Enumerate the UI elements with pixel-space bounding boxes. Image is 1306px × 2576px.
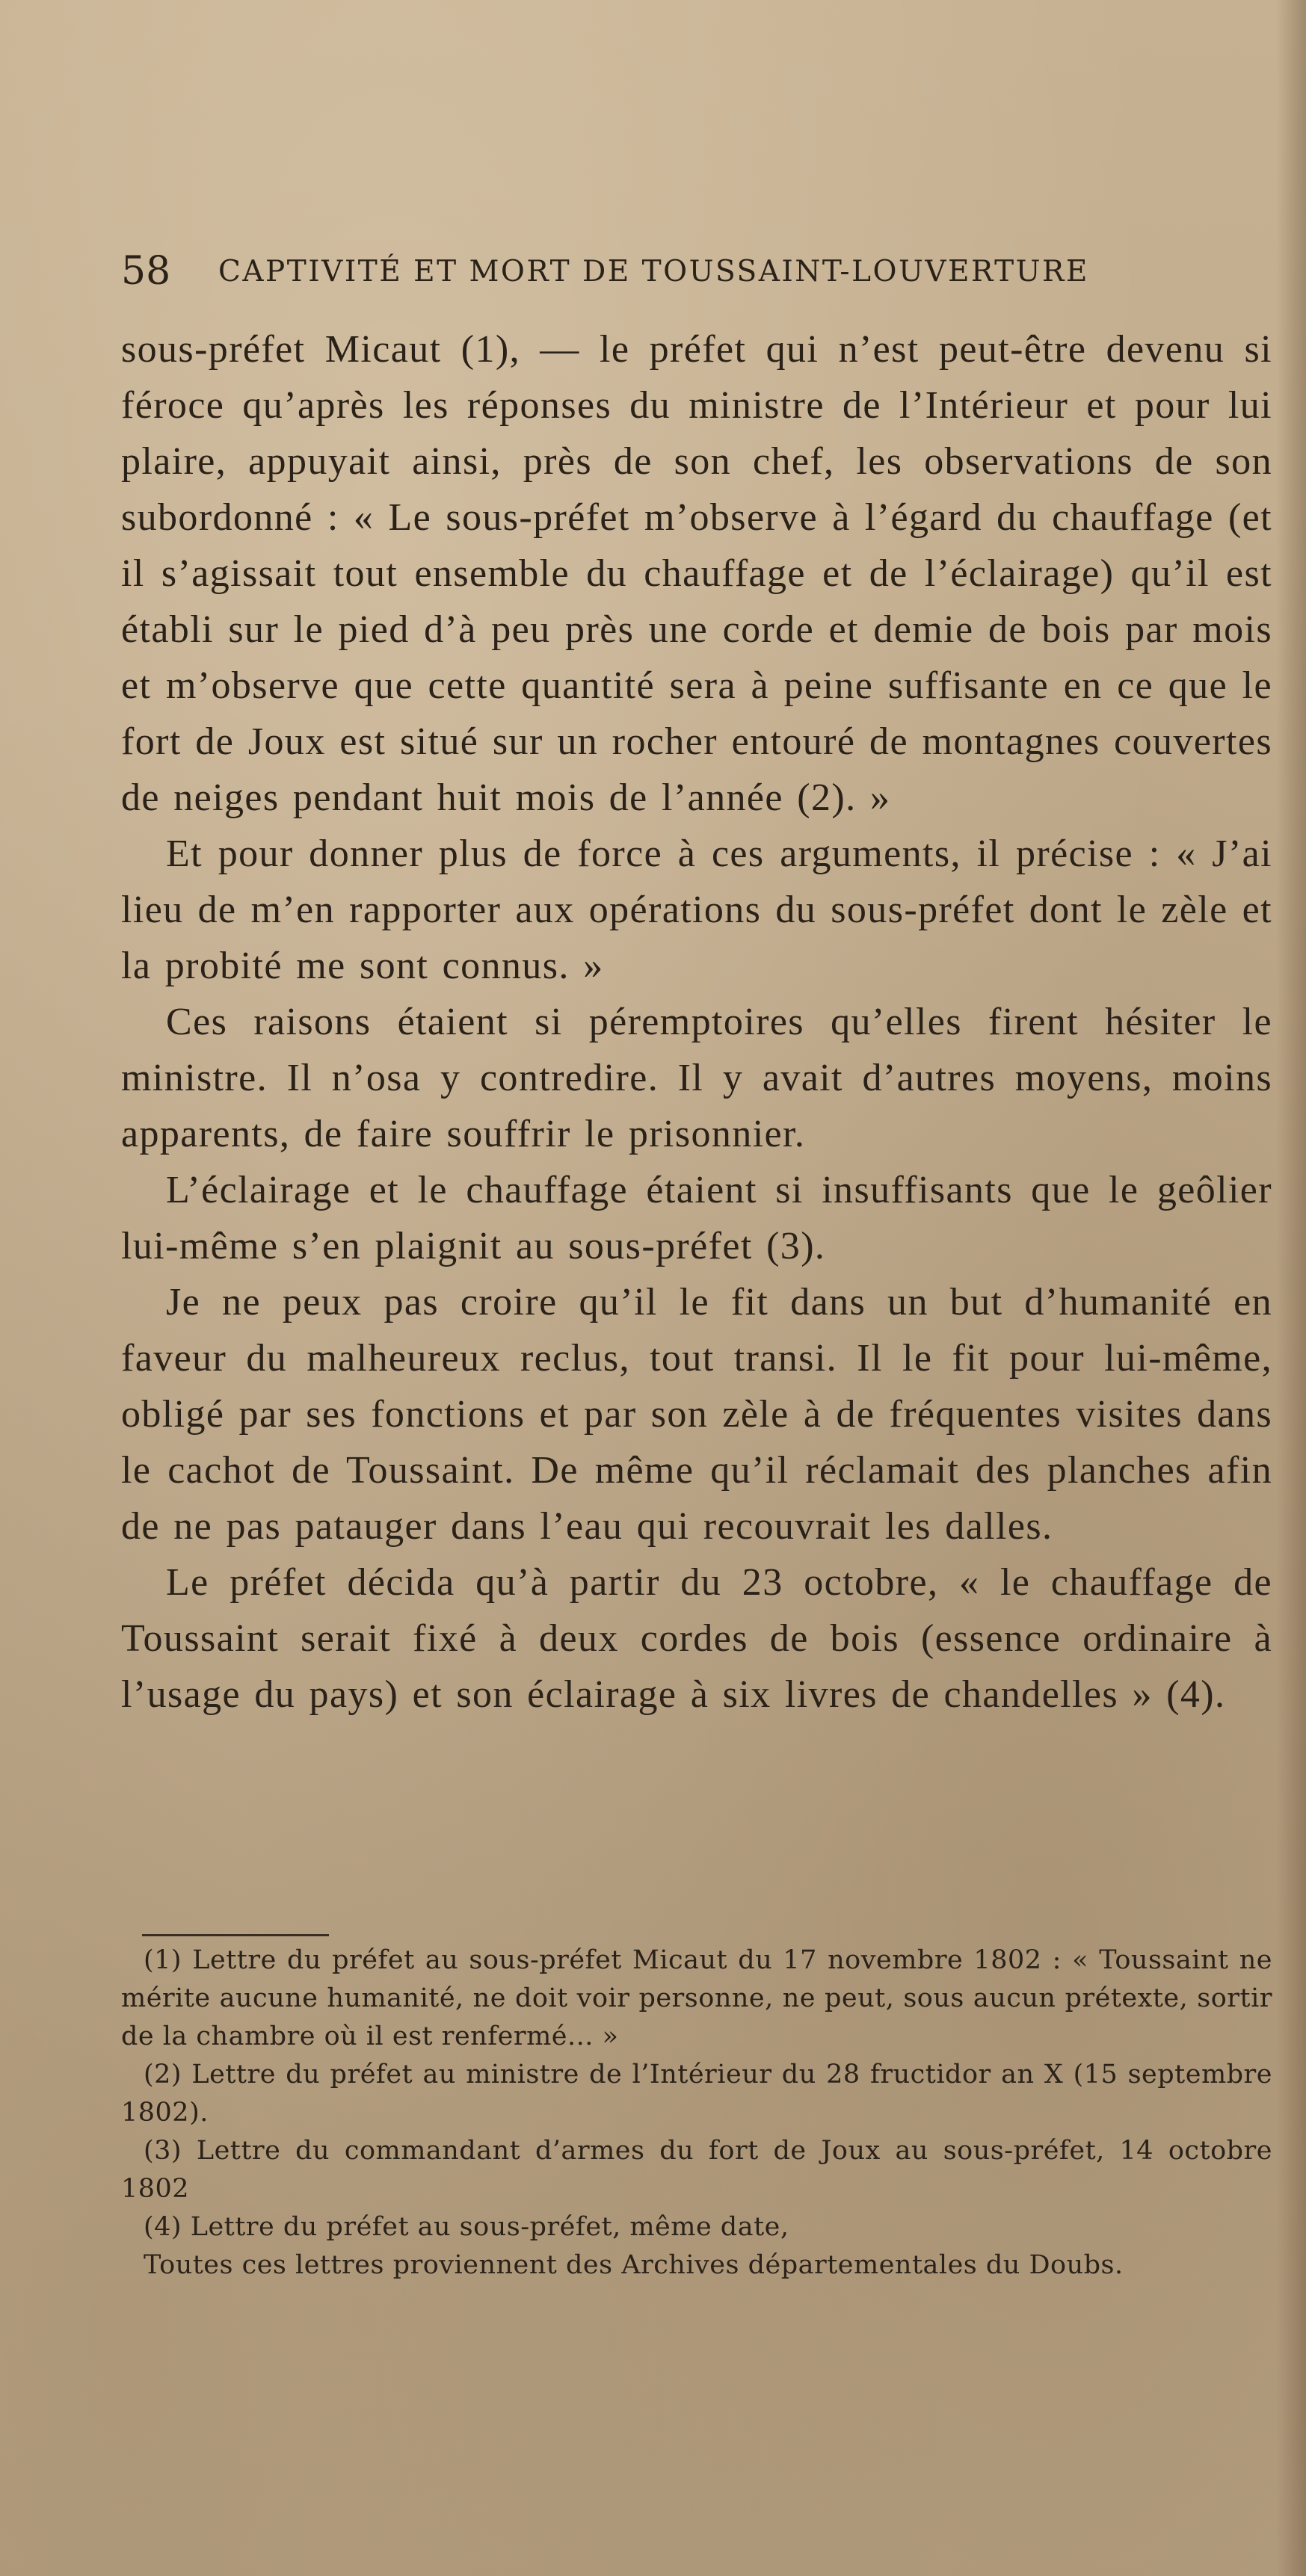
- footnote-3: (3) Lettre du commandant d’armes du fort de Joux au sous-préfet, 14 octobre 1802: [121, 2136, 1272, 2204]
- footnote-1: (1) Lettre du préfet au sous-préfet Micaut du 17 novembre 1802 : « Toussaint ne mérite aucune humanité, ne doit voir personne, ne peut, sous aucun prétexte, sortir de la chambre où il est renfermé... »: [121, 1945, 1272, 2051]
- running-title: CAPTIVITÉ ET MORT DE TOUSSAINT-LOUVERTURE: [218, 255, 1089, 288]
- footnotes: [121, 1942, 1272, 2285]
- page-edge-shadow: [1276, 0, 1306, 2576]
- paragraph-6: Le préfet décida qu’à partir du 23 octobre, « le chauffage de Toussaint serait fixé à deux cordes de bois (essence ordinaire à l’usage du pays) et son éclairage à six livres de chandelles » (4).: [121, 1561, 1272, 1716]
- paragraph-5: Je ne peux pas croire qu’il le fit dans un but d’humanité en faveur du malheureux reclus, tout transi. Il le fit pour lui-même, obligé par ses fonctions et par son zèle à de fréquentes visites dans le cachot de Toussaint. De même qu’il réclamait des planches afin de ne pas patauger dans l’eau qui recouvrait les dalles.: [121, 1281, 1272, 1548]
- footnote-4: (4) Lettre du préfet au sous-préfet, même date,: [144, 2212, 789, 2242]
- paragraph-3: Ces raisons étaient si péremptoires qu’elles firent hésiter le ministre. Il n’osa y contredire. Il y avait d’autres moyens, moins apparents, de faire souffrir le prisonnier.: [121, 1001, 1272, 1155]
- paragraph-1: sous-préfet Micaut (1), — le préfet qui n’est peut-être devenu si féroce qu’après les réponses du ministre de l’Intérieur et pour lui plaire, appuyait ainsi, près de son chef, les observations de son subordonné : « Le sous-préfet m’observe à l’égard du chauffage (et il s’agissait tout ensemble du chauffage et de l’éclairage) qu’il est établi sur le pied d’à peu près une corde et demie de bois par mois et m’observe que cette quantité sera à peine suffisante en ce que le fort de Joux est situé sur un rocher entouré de montagnes couvertes de neiges pendant huit mois de l’année (2). »: [121, 328, 1272, 819]
- paragraph-2: Et pour donner plus de force à ces arguments, il précise : « J’ai lieu de m’en rapporter aux opérations du sous-préfet dont le zèle et la probité me sont connus. »: [121, 833, 1272, 987]
- paragraph-4: L’éclairage et le chauffage étaient si insuffisants que le geôlier lui-même s’en plaignit au sous-préfet (3).: [121, 1169, 1272, 1267]
- footnote-2: (2) Lettre du préfet au ministre de l’Intérieur du 28 fructidor an X (15 septembre 1802).: [121, 2060, 1272, 2128]
- page-header: [121, 245, 1198, 297]
- footnote-separator: [142, 1934, 329, 1936]
- page-number: 58: [121, 249, 171, 294]
- main-text: [121, 321, 1272, 1723]
- footnote-sources: Toutes ces lettres proviennent des Archives départementales du Doubs.: [144, 2250, 1124, 2280]
